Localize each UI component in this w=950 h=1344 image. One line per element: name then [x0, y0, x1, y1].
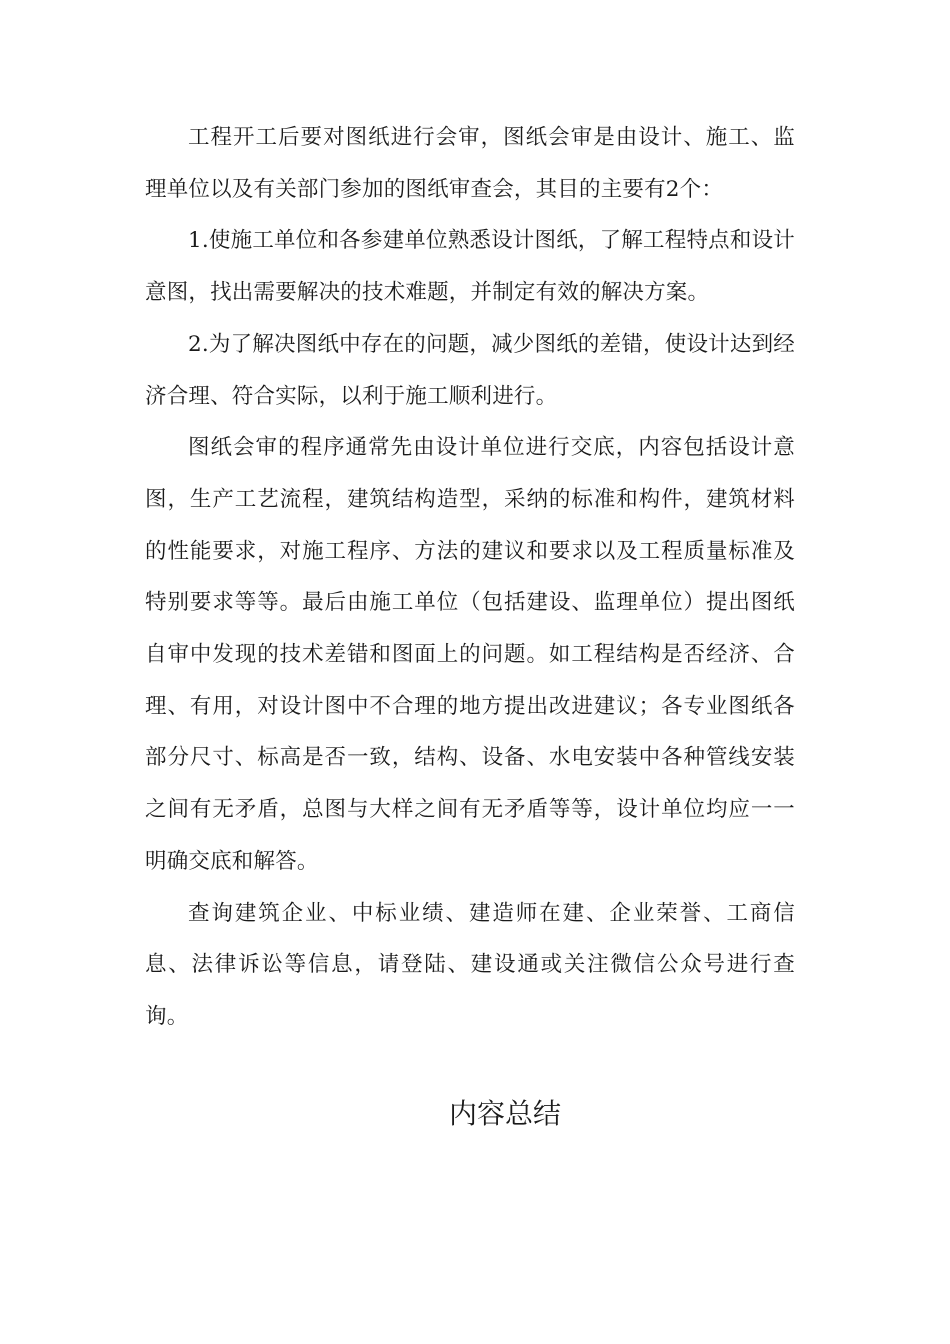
summary-heading: 内容总结: [448, 1097, 561, 1130]
paragraph-point-1: 1.使施工单位和各参建单位熟悉设计图纸，了解工程特点和设计意图，找出需要解决的技术难题，并制定有效的解决方案。: [145, 228, 795, 306]
paragraph-intro: 工程开工后要对图纸进行会审，图纸会审是由设计、施工、监理单位以及有关部门参加的图纸审查会，其目的主要有2个：: [145, 125, 795, 202]
paragraph-query-info: 查询建筑企业、中标业绩、建造师在建、企业荣誉、工商信息、法律诉讼等信息，请登陆、建设通或关注微信公众号进行查询。: [145, 900, 795, 1029]
paragraph-procedure: 图纸会审的程序通常先由设计单位进行交底，内容包括设计意图，生产工艺流程，建筑结构造型，采纳的标准和构件，建筑材料的性能要求，对施工程序、方法的建议和要求以及工程质量标准及特别要求等等。最后由施工单位（包括建设、监理单位）提出图纸自审中发现的技术差错和图面上的问题。如工程结构是否经济、合理、有用，对设计图中不合理的地方提出改进建议；各专业图纸各部分尺寸、标高是否一致，结构、设备、水电安装中各种管线安装之间有无矛盾，总图与大样之间有无矛盾等等，设计单位均应一一明确交底和解答。: [145, 435, 795, 874]
paragraph-point-2: 2.为了解决图纸中存在的问题，减少图纸的差错，使设计达到经济合理、符合实际，以利于施工顺利进行。: [145, 331, 795, 409]
document-body: [145, 112, 795, 1043]
